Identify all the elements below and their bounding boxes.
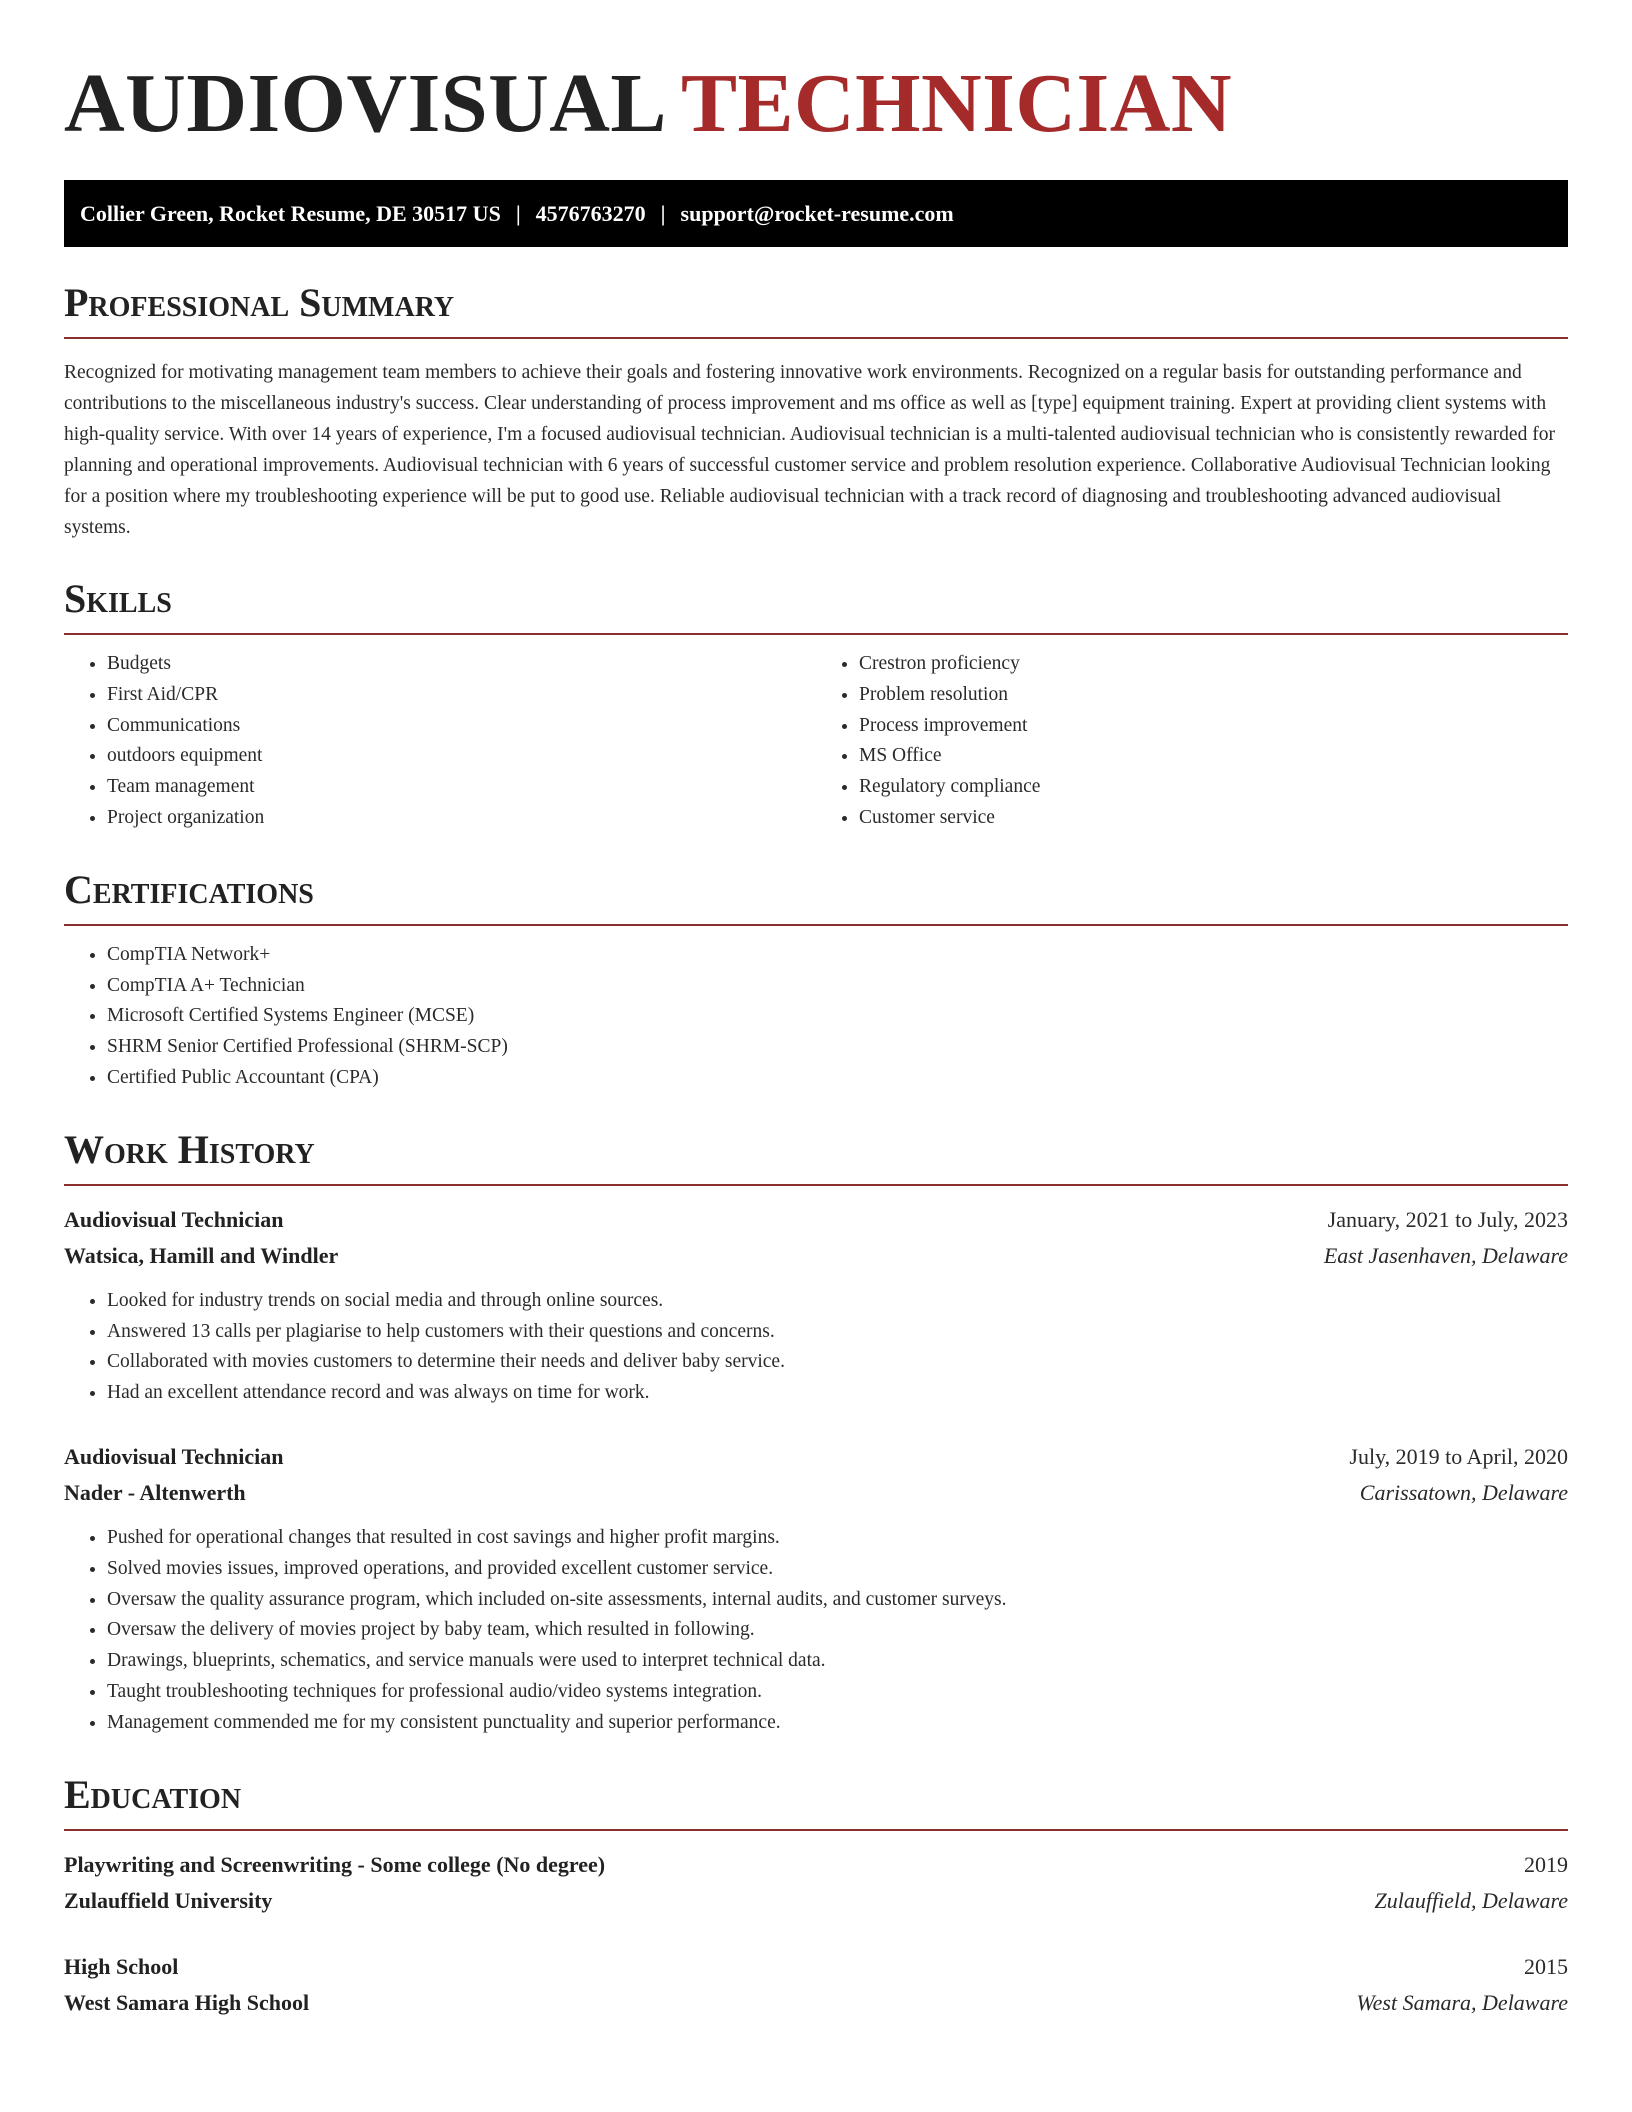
skill-item: • Team management bbox=[107, 772, 816, 803]
job-bullet: • Collaborated with movies customers to determine their needs and deliver baby service. bbox=[107, 1347, 1568, 1378]
job-bullet: • Management commended me for my consistent punctuality and superior performance. bbox=[107, 1708, 1568, 1739]
skill-item: • MS Office bbox=[859, 741, 1568, 772]
education-degree-row bbox=[64, 1949, 1568, 1985]
job-company-row bbox=[64, 1238, 1568, 1274]
contact-phone: 4576763270 bbox=[535, 200, 646, 226]
skill-item: • Crestron proficiency bbox=[859, 649, 1568, 680]
job-dates: July, 2019 to April, 2020 bbox=[1349, 1443, 1568, 1469]
job-bullet: • Solved movies issues, improved operations, and provided excellent customer service. bbox=[107, 1554, 1568, 1585]
education-location: Zulauffield, Delaware bbox=[1374, 1887, 1568, 1913]
job-bullets bbox=[64, 1523, 1568, 1739]
title-part-job: AUDIOVISUAL bbox=[64, 57, 667, 150]
job-location: Carissatown, Delaware bbox=[1359, 1479, 1568, 1505]
contact-bar bbox=[64, 180, 1568, 247]
section-heading: Certifications bbox=[64, 870, 1568, 926]
job-location: East Jasenhaven, Delaware bbox=[1323, 1242, 1568, 1268]
education-location: West Samara, Delaware bbox=[1356, 1989, 1568, 2015]
job-bullet: • Had an excellent attendance record and was always on time for work. bbox=[107, 1378, 1568, 1409]
job-header-row bbox=[64, 1202, 1568, 1238]
contact-email: support@rocket-resume.com bbox=[680, 200, 954, 226]
certification-item: • Certified Public Accountant (CPA) bbox=[107, 1063, 1568, 1094]
skill-item: • Project organization bbox=[107, 803, 816, 834]
job-bullet: • Answered 13 calls per plagiarise to help customers with their questions and concerns. bbox=[107, 1317, 1568, 1348]
education-entry bbox=[64, 1949, 1568, 2021]
education-year: 2015 bbox=[1524, 1953, 1568, 1979]
job-bullet: • Pushed for operational changes that resulted in cost savings and higher profit margins. bbox=[107, 1523, 1568, 1554]
work-history-section bbox=[64, 1126, 1568, 1739]
contact-separator: | bbox=[515, 200, 521, 226]
certification-item: • Microsoft Certified Systems Engineer (MCSE) bbox=[107, 1001, 1568, 1032]
skill-item: • Process improvement bbox=[859, 711, 1568, 742]
section-heading: Professional Summary bbox=[64, 283, 1568, 339]
skills-list-left bbox=[64, 649, 816, 834]
skill-item: • Communications bbox=[107, 711, 816, 742]
job-bullet: • Oversaw the delivery of movies project by baby team, which resulted in following. bbox=[107, 1615, 1568, 1646]
skill-item: • outdoors equipment bbox=[107, 741, 816, 772]
title-part-role: TECHNICIAN bbox=[680, 57, 1233, 150]
skills-list-right bbox=[816, 649, 1568, 834]
section-heading: Work History bbox=[64, 1130, 1568, 1186]
job-bullets bbox=[64, 1286, 1568, 1409]
job-dates: January, 2021 to July, 2023 bbox=[1327, 1206, 1568, 1232]
education-school: Zulauffield University bbox=[64, 1887, 273, 1913]
education-year: 2019 bbox=[1524, 1851, 1568, 1877]
job-header-row bbox=[64, 1439, 1568, 1475]
job-bullet: • Drawings, blueprints, schematics, and service manuals were used to interpret technical data. bbox=[107, 1646, 1568, 1677]
education-degree: High School bbox=[64, 1953, 179, 1979]
education-degree-row bbox=[64, 1847, 1568, 1883]
skills-section bbox=[64, 576, 1568, 834]
education-section bbox=[64, 1771, 1568, 2021]
job-bullet: • Taught troubleshooting techniques for professional audio/video systems integration. bbox=[107, 1677, 1568, 1708]
certification-item: • SHRM Senior Certified Professional (SHRM-SCP) bbox=[107, 1032, 1568, 1063]
education-school: West Samara High School bbox=[64, 1989, 310, 2015]
skill-item: • Budgets bbox=[107, 649, 816, 680]
contact-address: Collier Green, Rocket Resume, DE 30517 US bbox=[80, 200, 501, 226]
summary-section bbox=[64, 280, 1568, 543]
skill-item: • Customer service bbox=[859, 803, 1568, 834]
education-school-row bbox=[64, 1985, 1568, 2021]
education-entry bbox=[64, 1847, 1568, 1919]
education-school-row bbox=[64, 1883, 1568, 1919]
resume-title bbox=[64, 57, 1568, 150]
contact-separator: | bbox=[660, 200, 666, 226]
skill-item: • Problem resolution bbox=[859, 680, 1568, 711]
education-degree: Playwriting and Screenwriting - Some college (No degree) bbox=[64, 1851, 606, 1877]
certifications-list bbox=[64, 940, 1568, 1094]
summary-text: Recognized for motivating management team members to achieve their goals and fostering innovative work environments. Recognized on a regular basis for outstanding performance and contributions to the miscellaneous industry's success. Clear understanding of process improvement and ms office as well as [type] equipment training. Expert at providing client systems with high-quality service. With over 14 years of experience, I'm a focused audiovisual technician. Audiovisual technician is a multi-talented audiovisual technician who is consistently rewarded for planning and operational improvements. Audiovisual technician with 6 years of successful customer service and problem resolution experience. Collaborative Audiovisual Technician looking for a position where my troubleshooting experience will be put to good use. Reliable audiovisual technician with a track record of diagnosing and troubleshooting advanced audiovisual systems. bbox=[64, 362, 1555, 538]
job-company: Nader - Altenwerth bbox=[64, 1479, 246, 1505]
skill-item: • First Aid/CPR bbox=[107, 680, 816, 711]
job-entry bbox=[64, 1202, 1568, 1409]
skill-item: • Regulatory compliance bbox=[859, 772, 1568, 803]
job-entry bbox=[64, 1439, 1568, 1739]
certification-item: • CompTIA Network+ bbox=[107, 940, 1568, 971]
job-title: Audiovisual Technician bbox=[64, 1443, 284, 1469]
section-heading: Education bbox=[64, 1775, 1568, 1831]
job-company: Watsica, Hamill and Windler bbox=[64, 1242, 339, 1268]
job-bullet: • Looked for industry trends on social media and through online sources. bbox=[107, 1286, 1568, 1317]
job-title: Audiovisual Technician bbox=[64, 1206, 284, 1232]
certification-item: • CompTIA A+ Technician bbox=[107, 971, 1568, 1002]
skills-grid bbox=[64, 635, 1568, 834]
section-heading: Skills bbox=[64, 579, 1568, 635]
job-company-row bbox=[64, 1475, 1568, 1511]
job-bullet: • Oversaw the quality assurance program, which included on-site assessments, internal audits, and customer surveys. bbox=[107, 1585, 1568, 1616]
certifications-section bbox=[64, 866, 1568, 1094]
